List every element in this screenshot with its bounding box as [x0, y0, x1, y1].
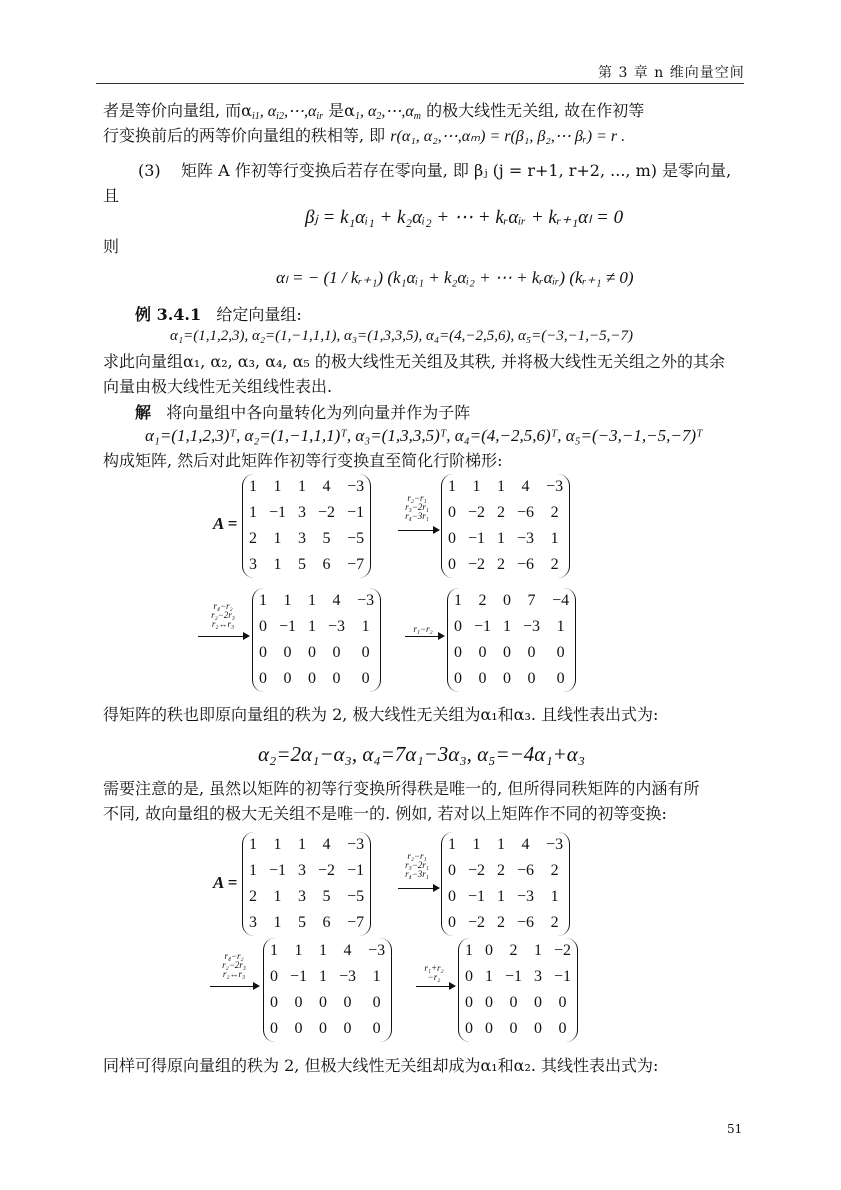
- matrix-label-a-2: A =: [213, 873, 238, 892]
- matrix-cell: 5: [298, 914, 307, 931]
- matrix-cell: 1: [485, 968, 493, 985]
- matrix-cell: 1: [308, 618, 317, 635]
- row-ops-1: [398, 494, 436, 521]
- row-op-label: r₂−2r₃: [211, 610, 235, 620]
- matrix-cell: 0: [308, 670, 317, 687]
- matrix-cell: 1: [249, 862, 257, 879]
- transform-arrow-4: [398, 888, 438, 889]
- matrix-cell: −2: [468, 504, 486, 521]
- matrix-cell: 2: [550, 914, 559, 931]
- matrix-cell: 1: [472, 478, 481, 495]
- transform-arrow-2: [198, 636, 248, 637]
- matrix-cell: 1: [497, 478, 506, 495]
- matrix-cell: 6: [322, 556, 331, 573]
- matrix-cell: 0: [270, 1020, 278, 1037]
- matrix-cell: −5: [347, 530, 365, 547]
- matrix-cell: 4: [332, 592, 341, 609]
- matrix-cell: 0: [270, 968, 278, 985]
- transform-arrow-1: [398, 530, 438, 531]
- note-line-1: 需要注意的是, 虽然以矩阵的初等行变换所得秩是唯一的, 但所得同秩矩阵的内涵有所: [103, 779, 700, 798]
- matrix-cell: −3: [517, 888, 535, 905]
- matrix-cell: 0: [485, 1020, 493, 1037]
- matrix-cell: 0: [332, 644, 341, 661]
- text-line-4: 且: [103, 186, 120, 205]
- matrix-cell: 0: [448, 530, 456, 547]
- matrix-cell: 1: [273, 914, 282, 931]
- matrix-cell: 1: [465, 942, 473, 959]
- matrix-cell: −3: [523, 618, 541, 635]
- matrix-c-2: [263, 938, 392, 1042]
- transform-arrow-3: [405, 636, 443, 637]
- text-line-3: (3) 矩阵 A 作初等行变换后若存在零向量, 即 βⱼ (j = r+1, r+2, ..., m) 是零向量,: [138, 161, 732, 180]
- matrix-cell: 0: [448, 862, 456, 879]
- matrix-cell: 0: [454, 644, 462, 661]
- page-number: 51: [727, 1122, 743, 1136]
- matrix-cell: 1: [319, 942, 328, 959]
- row-ops-2: [200, 602, 246, 629]
- matrix-cell: 0: [509, 994, 518, 1011]
- matrix-cell: 0: [534, 994, 543, 1011]
- matrix-cell: −3: [517, 530, 535, 547]
- vector-list-transposed: α₁=(1,1,2,3)ᵀ, α₂=(1,−1,1,1)ᵀ, α₃=(1,3,3,5)ᵀ, α₄=(4,−2,5,6)ᵀ, α₅=(−3,−1,−5,−7)ᵀ: [145, 426, 703, 445]
- matrix-cell: −1: [269, 862, 287, 879]
- matrix-cell: −7: [347, 556, 365, 573]
- matrix-cell: 1: [298, 478, 307, 495]
- row-op-label: r₂−r₁: [407, 493, 427, 503]
- matrix-cell: 0: [259, 670, 267, 687]
- matrix-cell: 6: [322, 914, 331, 931]
- matrix-cell: 2: [249, 530, 257, 547]
- matrix-cell: 1: [249, 836, 257, 853]
- matrix-cell: 1: [273, 836, 282, 853]
- matrix-cell: 2: [249, 888, 257, 905]
- row-op-label: r₃−2r₁: [405, 860, 429, 870]
- matrix-cell: 2: [550, 556, 559, 573]
- matrix-cell: 0: [527, 644, 536, 661]
- matrix-cell: −3: [339, 968, 357, 985]
- matrix-cell: −4: [552, 592, 570, 609]
- row-ops-3: [405, 625, 441, 634]
- matrix-cell: −3: [347, 478, 365, 495]
- matrix-cell: 1: [372, 968, 381, 985]
- matrix-cell: −1: [468, 888, 486, 905]
- matrix-cell: 0: [372, 994, 381, 1011]
- note-line-2: 不同, 故向量组的极大无关组不是唯一的. 例如, 若对以上矩阵作不同的初等变换:: [103, 804, 667, 823]
- matrix-cell: 1: [298, 836, 307, 853]
- matrix-cell: 1: [497, 530, 506, 547]
- matrix-cell: 2: [497, 556, 506, 573]
- matrix-cell: 0: [294, 1020, 303, 1037]
- matrix-cell: 0: [465, 1020, 473, 1037]
- solution-heading: 解 将向量组中各向量转化为列向量并作为子阵: [135, 403, 471, 422]
- matrix-cell: 4: [322, 478, 331, 495]
- matrix-cell: 1: [273, 556, 282, 573]
- matrix-cell: 7: [527, 592, 536, 609]
- matrix-cell: 2: [497, 504, 506, 521]
- row-op-label: r₁+r₂: [424, 963, 444, 973]
- row-op-label: r₃−2r₁: [405, 502, 429, 512]
- matrix-cell: −1: [347, 862, 365, 879]
- matrix-cell: −2: [468, 914, 486, 931]
- matrix-cell: 0: [503, 670, 512, 687]
- matrix-cell: 0: [465, 994, 473, 1011]
- matrix-cell: 1: [448, 836, 456, 853]
- matrix-cell: 0: [509, 1020, 518, 1037]
- matrix-cell: 1: [259, 592, 267, 609]
- matrix-c: [252, 588, 381, 692]
- matrix-cell: 0: [485, 994, 493, 1011]
- matrix-cell: 0: [503, 644, 512, 661]
- matrix-b: [441, 474, 570, 578]
- text-line-2: 行变换前后的两等价向量组的秩相等, 即 r(α₁, α₂,⋯,αₘ) = r(β₁, β₂,⋯ βᵣ) = r .: [103, 126, 626, 145]
- matrix-cell: 5: [322, 530, 331, 547]
- matrix-cell: −1: [279, 618, 297, 635]
- matrix-cell: 1: [273, 478, 282, 495]
- matrix-cell: 0: [558, 994, 567, 1011]
- row-op-label: r₂−2r₃: [222, 960, 246, 970]
- matrix-cell: 0: [448, 504, 456, 521]
- matrix-cell: 0: [259, 618, 267, 635]
- matrix-cell: 3: [534, 968, 543, 985]
- row-ops-4: [398, 852, 436, 879]
- matrix-cell: 1: [294, 942, 303, 959]
- matrix-cell: 0: [485, 942, 493, 959]
- matrix-cell: 0: [361, 644, 370, 661]
- matrix-cell: 3: [298, 888, 307, 905]
- matrix-label-a: A =: [213, 514, 238, 533]
- matrix-cell: 0: [448, 914, 456, 931]
- matrix-cell: 0: [372, 1020, 381, 1037]
- matrix-cell: 0: [556, 670, 565, 687]
- matrix-cell: 1: [503, 618, 512, 635]
- question-line-1: 求此向量组α₁, α₂, α₃, α₄, α₅ 的极大线性无关组及其秩, 并将极大线性无关组之外的其余: [103, 352, 726, 371]
- matrix-cell: 2: [550, 862, 559, 879]
- matrix-b-2: [441, 832, 570, 936]
- row-op-label: −r₂: [427, 972, 441, 982]
- matrix-cell: 1: [308, 592, 317, 609]
- matrix-cell: 2: [509, 942, 518, 959]
- matrix-cell: 1: [556, 618, 565, 635]
- equation-alpha-l: αₗ = − (1 / kᵣ₊₁) (k₁αᵢ₁ + k₂αᵢ₂ + ⋯ + kᵣαᵢᵣ) (kᵣ₊₁ ≠ 0): [276, 268, 634, 287]
- matrix-cell: 0: [332, 670, 341, 687]
- matrix-cell: −1: [347, 504, 365, 521]
- matrix-cell: 2: [478, 592, 487, 609]
- matrix-cell: 0: [319, 994, 328, 1011]
- transform-arrow-6: [416, 986, 454, 987]
- matrix-cell: 0: [478, 644, 487, 661]
- matrix-cell: −6: [517, 504, 535, 521]
- matrix-a: [242, 474, 371, 578]
- matrix-cell: 1: [448, 478, 456, 495]
- matrix-cell: 0: [454, 618, 462, 635]
- matrix-cell: −3: [357, 592, 375, 609]
- header-rule: [96, 83, 744, 84]
- matrix-cell: 3: [298, 504, 307, 521]
- matrix-cell: 0: [448, 556, 456, 573]
- matrix-cell: 0: [527, 670, 536, 687]
- matrix-cell: −1: [468, 530, 486, 547]
- matrix-cell: 2: [497, 862, 506, 879]
- matrix-cell: 0: [294, 994, 303, 1011]
- running-header: 第 3 章 n 维向量空间: [598, 65, 745, 81]
- matrix-cell: 1: [249, 478, 257, 495]
- transform-arrow-5: [210, 986, 258, 987]
- matrix-cell: 0: [319, 1020, 328, 1037]
- matrix-cell: 1: [249, 504, 257, 521]
- matrix-cell: 1: [283, 592, 292, 609]
- matrix-cell: 3: [249, 914, 257, 931]
- matrix-cell: 1: [454, 592, 462, 609]
- text-line-5: 则: [103, 237, 120, 256]
- matrix-cell: 3: [298, 862, 307, 879]
- matrix-cell: −3: [347, 836, 365, 853]
- matrix-cell: 1: [319, 968, 328, 985]
- matrix-cell: −1: [269, 504, 287, 521]
- matrix-cell: −6: [517, 914, 535, 931]
- matrix-cell: 2: [550, 504, 559, 521]
- row-op-label: r₄−r₂: [224, 951, 244, 961]
- matrix-cell: 0: [478, 670, 487, 687]
- matrix-cell: 0: [361, 670, 370, 687]
- matrix-a-2: [242, 832, 371, 936]
- matrix-cell: 0: [259, 644, 267, 661]
- equation-beta: βⱼ = k₁αᵢ₁ + k₂αᵢ₂ + ⋯ + kᵣαᵢᵣ + kᵣ₊₁αₗ = 0: [305, 207, 624, 228]
- matrix-cell: 0: [283, 644, 292, 661]
- matrix-d: [447, 588, 576, 692]
- matrix-cell: −3: [546, 836, 564, 853]
- matrix-cell: 0: [558, 1020, 567, 1037]
- matrix-e: [458, 938, 578, 1042]
- matrix-cell: 0: [534, 1020, 543, 1037]
- row-op-label: r₄−r₂: [213, 601, 233, 611]
- matrix-cell: −2: [468, 862, 486, 879]
- text-line-6: 构成矩阵, 然后对此矩阵作初等行变换直至简化行阶梯形:: [103, 451, 503, 470]
- matrix-cell: 3: [249, 556, 257, 573]
- matrix-cell: 3: [298, 530, 307, 547]
- matrix-cell: 0: [448, 888, 456, 905]
- example-heading: 例 3.4.1 给定向量组:: [135, 305, 302, 324]
- final-line: 同样可得原向量组的秩为 2, 但极大线性无关组却成为α₁和α₂. 其线性表出式为:: [103, 1056, 659, 1075]
- matrix-cell: 1: [497, 836, 506, 853]
- matrix-cell: 0: [308, 644, 317, 661]
- matrix-cell: −7: [347, 914, 365, 931]
- matrix-cell: 1: [472, 836, 481, 853]
- row-op-label: r₄−3r₁: [405, 869, 429, 879]
- matrix-cell: −6: [517, 556, 535, 573]
- matrix-cell: 2: [497, 914, 506, 931]
- matrix-cell: −6: [517, 862, 535, 879]
- matrix-cell: 0: [556, 644, 565, 661]
- matrix-cell: 0: [283, 670, 292, 687]
- matrix-cell: 5: [322, 888, 331, 905]
- matrix-cell: 1: [361, 618, 370, 635]
- row-op-label: r₂−r₁: [407, 851, 427, 861]
- matrix-cell: 1: [273, 530, 282, 547]
- matrix-cell: −1: [505, 968, 523, 985]
- row-op-label: r₂↔r₃: [222, 969, 246, 979]
- matrix-cell: −1: [290, 968, 308, 985]
- text-line-1: 者是等价向量组, 而$\alpha_{i1}$, $\alpha_{i2},\cdots,\alpha_{ir}$ 是$\alpha_1$, $\alpha_2,\cdots,\alpha_m$ 的极大线性无关组, 故在作初等: [103, 101, 645, 122]
- matrix-cell: 0: [454, 670, 462, 687]
- matrix-cell: 4: [322, 836, 331, 853]
- vector-list: α₁=(1,1,2,3), α₂=(1,−1,1,1), α₃=(1,3,3,5), α₄=(4,−2,5,6), α₅=(−3,−1,−5,−7): [170, 328, 633, 344]
- matrix-cell: 5: [298, 556, 307, 573]
- matrix-cell: 4: [521, 478, 530, 495]
- matrix-cell: 1: [273, 888, 282, 905]
- row-op-label: r₂↔r₃: [211, 619, 235, 629]
- matrix-cell: 0: [465, 968, 473, 985]
- row-ops-6: [416, 964, 452, 982]
- matrix-cell: 1: [550, 888, 559, 905]
- matrix-cell: −1: [474, 618, 492, 635]
- matrix-cell: −2: [554, 942, 572, 959]
- question-line-2: 向量由极大线性无关组线性表出.: [103, 377, 333, 396]
- matrix-cell: −3: [368, 942, 386, 959]
- matrix-cell: 0: [270, 994, 278, 1011]
- linear-representation: α₂=2α₁−α₃, α₄=7α₁−3α₃, α₅=−4α₁+α₃: [258, 742, 586, 766]
- matrix-cell: 0: [503, 592, 512, 609]
- matrix-cell: −5: [347, 888, 365, 905]
- matrix-cell: 0: [343, 994, 352, 1011]
- matrix-cell: −2: [318, 862, 336, 879]
- row-op-label: r₁−r₂: [413, 624, 433, 634]
- row-ops-5: [212, 952, 256, 979]
- matrix-cell: −3: [546, 478, 564, 495]
- matrix-cell: 1: [534, 942, 543, 959]
- matrix-cell: 1: [270, 942, 278, 959]
- row-op-label: r₄−3r₁: [405, 511, 429, 521]
- matrix-cell: 4: [343, 942, 352, 959]
- result-line: 得矩阵的秩也即原向量组的秩为 2, 极大线性无关组为α₁和α₃. 且线性表出式为:: [103, 705, 659, 724]
- matrix-cell: −3: [328, 618, 346, 635]
- matrix-cell: 1: [497, 888, 506, 905]
- matrix-cell: 4: [521, 836, 530, 853]
- matrix-cell: −2: [468, 556, 486, 573]
- matrix-cell: 0: [343, 1020, 352, 1037]
- matrix-cell: 1: [550, 530, 559, 547]
- matrix-cell: −2: [318, 504, 336, 521]
- matrix-cell: −1: [554, 968, 572, 985]
